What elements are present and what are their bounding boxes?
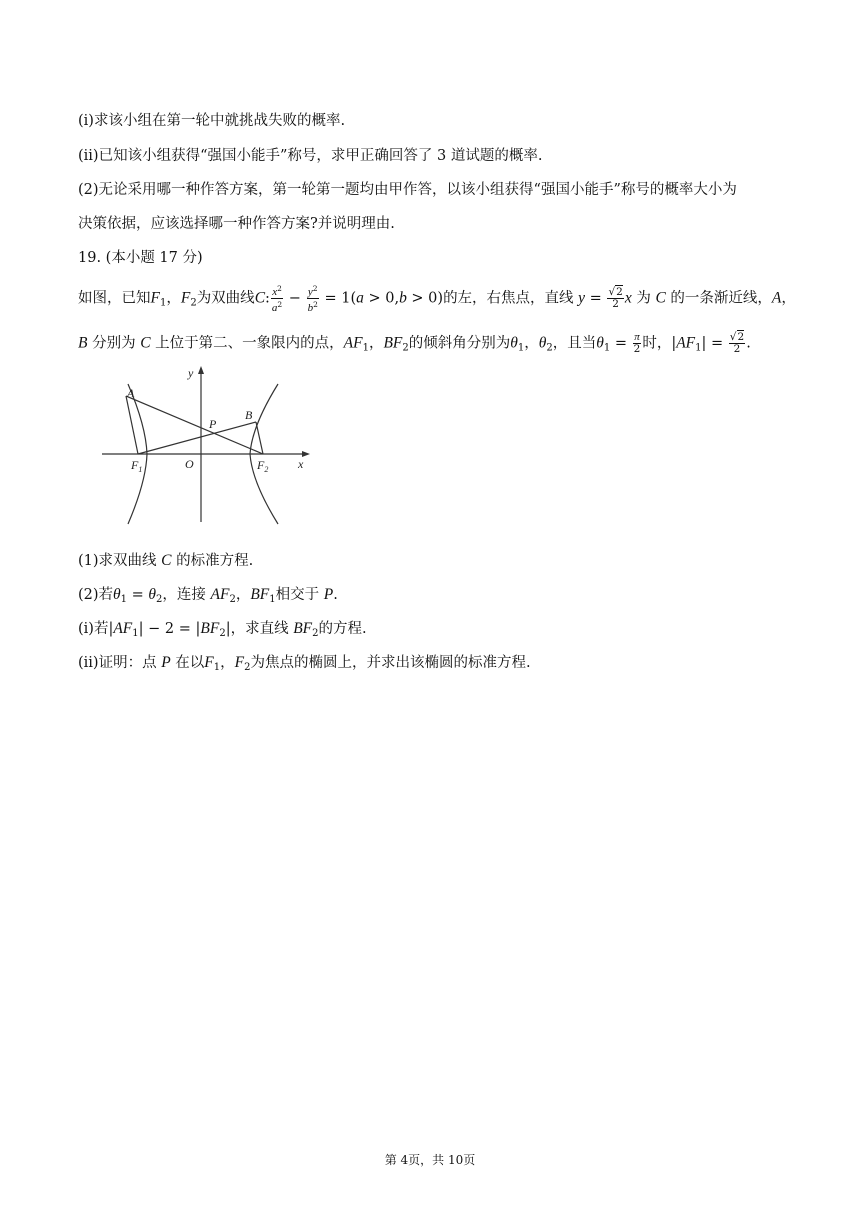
page-footer: 第 4页，共 10页 xyxy=(384,1153,476,1167)
subquestion-ii-text: (ⅱ)已知该小组获得“强国小能手”称号，求甲正确回答了 3 道试题的概率. xyxy=(78,148,543,164)
question-2-text-line1: (2)无论采用哪一种作答方案，第一轮第一题均由甲作答，以该小组获得“强国小能手”称号的概率大小为 xyxy=(78,182,737,198)
label-F2: $F_2$ xyxy=(257,458,269,474)
label-O: O xyxy=(185,457,194,471)
subquestion-1-text: (1)求双曲线 C 的标准方程. xyxy=(78,552,254,569)
subquestion-2i-text: (ⅰ)若$|AF_1| - 2 = |BF_2|$，求直线 $BF_2$的方程. xyxy=(78,620,367,639)
question-19-heading: 19. (本小题 17 分) xyxy=(78,250,203,266)
question-2-text-line2: 决策依据，应该选择哪一种作答方案?并说明理由. xyxy=(78,216,395,232)
y-axis-arrow xyxy=(198,366,204,374)
label-B: B xyxy=(245,408,253,422)
label-P: P xyxy=(209,417,217,431)
label-x: x xyxy=(298,457,304,471)
segment-BF2 xyxy=(256,422,263,454)
hyperbola-figure xyxy=(98,364,318,529)
subquestion-2-text: (2)若$\theta_1 = \theta_2$，连接 $AF_2$，$BF_1$相交于 P. xyxy=(78,586,338,605)
subquestion-2ii-text: (ⅱ)证明：点 P 在以$F_1$，$F_2$为焦点的椭圆上，并求出该椭圆的标准方程. xyxy=(78,654,531,673)
question-19-paragraph-line2: B 分别为 C 上位于第二、一象限内的点，$AF_1$，$BF_2$的倾斜角分别为$\theta_1$，$\theta_2$，且当$\theta_1$ = $\frac{\pi}{2}$ 时，$|AF_1|$ = $\frac{√2}{2}$ . xyxy=(78,331,751,355)
segment-BF1 xyxy=(138,422,256,454)
label-A: A xyxy=(127,386,135,400)
subquestion-i-text: (ⅰ)求该小组在第一轮中就挑战失败的概率. xyxy=(78,113,346,129)
question-19-paragraph-line1: 如图，已知$F_1$，$F_2$为双曲线C: $\frac{x^2}{a^2}$ − $\frac{y^2}{b^2}$ = 1(a > 0,b > 0)的左，右焦点，直线 y = $\frac{√2}{2}$ x 为 C 的一条渐近线，A， xyxy=(78,284,796,314)
label-y: y xyxy=(188,366,194,380)
label-F1: $F_1$ xyxy=(131,458,143,474)
